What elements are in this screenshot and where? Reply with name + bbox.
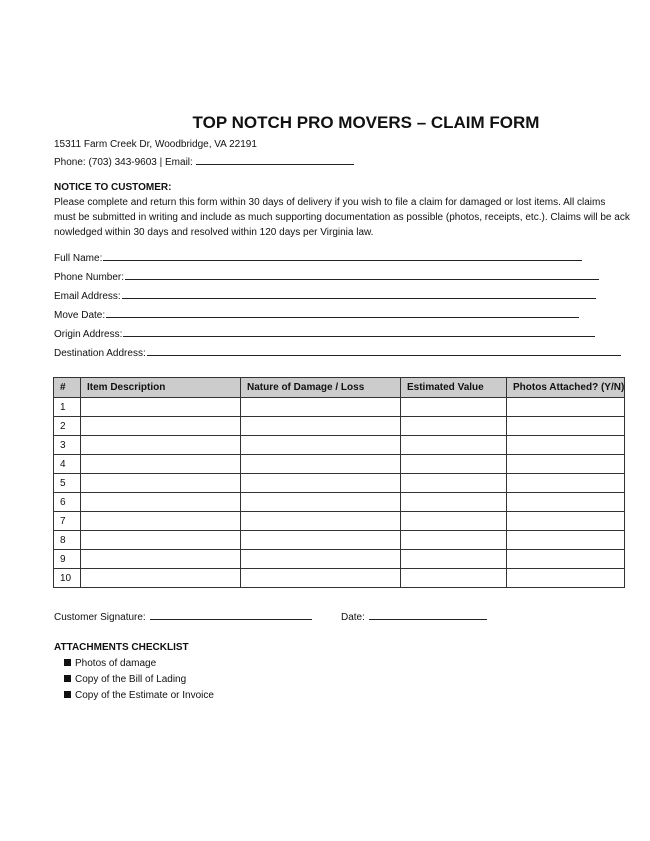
origin-address-blank[interactable] (123, 327, 595, 337)
value-cell[interactable] (401, 569, 507, 588)
full-name-blank[interactable] (103, 251, 582, 261)
damage-cell[interactable] (241, 512, 401, 531)
email-address-label: Email Address: (54, 291, 121, 302)
damage-cell[interactable] (241, 569, 401, 588)
customer-signature-label: Customer Signature: (54, 612, 146, 623)
move-date-field (54, 308, 579, 321)
photos-cell[interactable] (507, 436, 625, 455)
photos-cell[interactable] (507, 493, 625, 512)
row-number: 10 (54, 569, 81, 588)
photos-cell[interactable] (507, 569, 625, 588)
checklist-item (64, 690, 214, 701)
checkbox-filled-icon[interactable] (64, 691, 71, 698)
checkbox-filled-icon[interactable] (64, 659, 71, 666)
row-number: 3 (54, 436, 81, 455)
value-cell[interactable] (401, 436, 507, 455)
item-description-cell[interactable] (81, 474, 241, 493)
date-field (341, 610, 487, 623)
item-description-cell[interactable] (81, 569, 241, 588)
damage-cell[interactable] (241, 417, 401, 436)
item-description-cell[interactable] (81, 493, 241, 512)
damage-cell[interactable] (241, 455, 401, 474)
email-blank[interactable] (196, 155, 354, 165)
phone-number-field (54, 270, 599, 283)
photos-cell[interactable] (507, 531, 625, 550)
checklist-item-label: Photos of damage (75, 658, 157, 669)
row-number: 4 (54, 455, 81, 474)
photos-cell[interactable] (507, 398, 625, 417)
destination-address-blank[interactable] (147, 346, 621, 356)
header-photos-attached: Photos Attached? (Y/N) (507, 378, 625, 398)
table-row (54, 455, 625, 474)
value-cell[interactable] (401, 550, 507, 569)
value-cell[interactable] (401, 512, 507, 531)
photos-cell[interactable] (507, 512, 625, 531)
row-number: 8 (54, 531, 81, 550)
item-description-cell[interactable] (81, 512, 241, 531)
damage-cell[interactable] (241, 531, 401, 550)
notice-heading: NOTICE TO CUSTOMER: (54, 182, 172, 193)
row-number: 2 (54, 417, 81, 436)
value-cell[interactable] (401, 531, 507, 550)
header-number: # (54, 378, 81, 398)
value-cell[interactable] (401, 493, 507, 512)
full-name-field (54, 251, 582, 264)
phone-number-blank[interactable] (125, 270, 599, 280)
checklist-item-label: Copy of the Bill of Lading (75, 674, 187, 685)
date-blank[interactable] (369, 610, 487, 620)
damage-cell[interactable] (241, 493, 401, 512)
photos-cell[interactable] (507, 417, 625, 436)
row-number: 7 (54, 512, 81, 531)
checklist-heading: ATTACHMENTS CHECKLIST (54, 642, 189, 653)
damage-cell[interactable] (241, 436, 401, 455)
row-number: 9 (54, 550, 81, 569)
photos-cell[interactable] (507, 455, 625, 474)
header-item-description: Item Description (81, 378, 241, 398)
row-number: 6 (54, 493, 81, 512)
value-cell[interactable] (401, 455, 507, 474)
damage-cell[interactable] (241, 550, 401, 569)
table-row (54, 474, 625, 493)
table-row (54, 550, 625, 569)
phone-number-label: Phone Number: (54, 272, 125, 283)
date-label: Date: (341, 612, 365, 623)
value-cell[interactable] (401, 398, 507, 417)
page-title: TOP NOTCH PRO MOVERS – CLAIM FORM (192, 113, 540, 132)
damage-cell[interactable] (241, 398, 401, 417)
checklist-item (64, 674, 186, 685)
table-row (54, 531, 625, 550)
damage-cell[interactable] (241, 474, 401, 493)
table-row (54, 512, 625, 531)
destination-address-label: Destination Address: (54, 348, 146, 359)
header-nature-of-damage: Nature of Damage / Loss (241, 378, 401, 398)
item-description-cell[interactable] (81, 398, 241, 417)
move-date-label: Move Date: (54, 310, 106, 321)
item-description-cell[interactable] (81, 550, 241, 569)
origin-address-field (54, 327, 595, 340)
item-description-cell[interactable] (81, 417, 241, 436)
company-address: 15311 Farm Creek Dr, Woodbridge, VA 22191 (54, 139, 257, 150)
table-row (54, 569, 625, 588)
customer-signature-blank[interactable] (150, 610, 312, 620)
notice-line-2: must be submitted in writing and include as much supporting documentation as possible (photos, receipts, etc.). Claims will be ack (54, 212, 630, 223)
value-cell[interactable] (401, 417, 507, 436)
photos-cell[interactable] (507, 474, 625, 493)
customer-signature-field (54, 610, 312, 623)
email-address-blank[interactable] (122, 289, 596, 299)
move-date-blank[interactable] (106, 308, 579, 318)
notice-line-1: Please complete and return this form within 30 days of delivery if you wish to file a claim for damaged or lost items. All claims (54, 197, 606, 208)
table-row (54, 398, 625, 417)
item-description-cell[interactable] (81, 531, 241, 550)
table-row (54, 417, 625, 436)
checklist-item-label: Copy of the Estimate or Invoice (75, 690, 214, 701)
destination-address-field (54, 346, 621, 359)
table-row (54, 436, 625, 455)
phone-email-label: Phone: (703) 343-9603 | Email: (54, 157, 193, 168)
header-estimated-value: Estimated Value (401, 378, 507, 398)
item-description-cell[interactable] (81, 455, 241, 474)
checklist-item (64, 658, 156, 669)
row-number: 1 (54, 398, 81, 417)
checkbox-filled-icon[interactable] (64, 675, 71, 682)
item-description-cell[interactable] (81, 436, 241, 455)
notice-line-3: nowledged within 30 days and resolved within 120 days per Virginia law. (54, 227, 374, 238)
full-name-label: Full Name: (54, 253, 103, 264)
claim-items-table (53, 377, 625, 588)
origin-address-label: Origin Address: (54, 329, 123, 340)
photos-cell[interactable] (507, 550, 625, 569)
row-number: 5 (54, 474, 81, 493)
table-header-row (54, 378, 625, 398)
email-address-field (54, 289, 596, 302)
value-cell[interactable] (401, 474, 507, 493)
phone-email-line (54, 155, 354, 168)
table-row (54, 493, 625, 512)
